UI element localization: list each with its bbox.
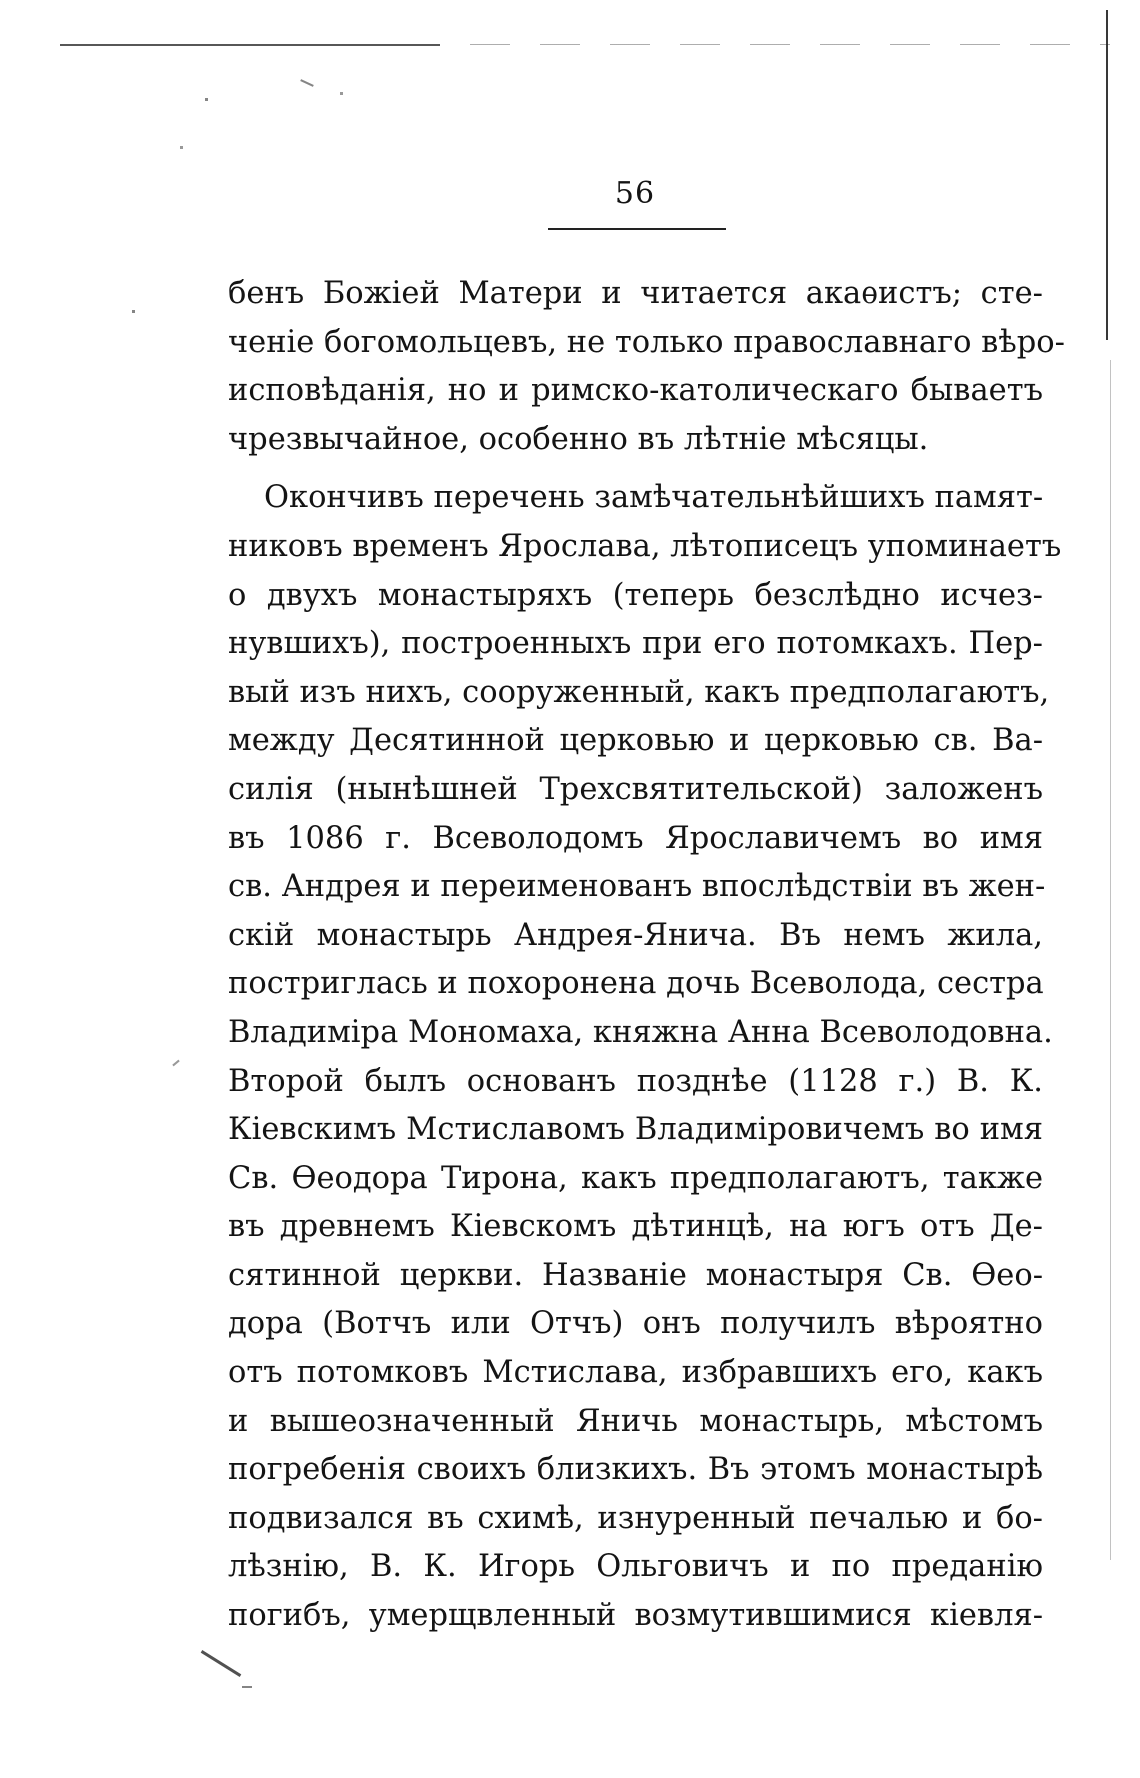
text-line: св. Андрея и переименованъ впослѣдствіи въ жен-	[228, 869, 1046, 905]
text-line: между Десятинной церковью и церковью св. Ва-	[228, 723, 1043, 759]
text-line: ченіе богомольцевъ, не только православнаго вѣро-	[228, 324, 1065, 360]
text-line: бенъ Божіей Матери и читается акаѳистъ; сте-	[228, 276, 1043, 311]
page-number-rule	[548, 228, 726, 230]
text-line: никовъ временъ Ярослава, лѣтописецъ упоминаетъ	[228, 528, 1062, 564]
scan-artifact-right-edge	[1106, 10, 1108, 340]
text-line: силія (нынѣшней Трехсвятительской) заложенъ	[228, 771, 1043, 807]
text-line: чрезвычайное, особенно въ лѣтніе мѣсяцы.	[228, 421, 929, 457]
text-line: Кіевскимъ Мстиславомъ Владиміровичемъ во имя	[228, 1112, 1043, 1148]
text-line: Владиміра Мономаха, княжна Анна Всеволодовна.	[228, 1014, 1053, 1050]
scan-artifact-top-dashes	[470, 44, 1110, 45]
text-line: дора (Вотчъ или Отчъ) онъ получилъ вѣроятно	[228, 1306, 1043, 1342]
text-line: погребенія своихъ близкихъ. Въ этомъ монастырѣ	[228, 1452, 1043, 1488]
paragraph-gap	[228, 464, 1043, 474]
text-line: лѣзнію, В. К. Игорь Ольговичъ и по преданію	[228, 1549, 1043, 1585]
text-line: Второй былъ основанъ позднѣе (1128 г.) В. К.	[228, 1063, 1043, 1099]
text-line: сятинной церкви. Названіе монастыря Св. Ѳео-	[228, 1257, 1043, 1293]
text-line: погибъ, умерщвленный возмутившимися кіевля-	[228, 1598, 1043, 1634]
text-line: въ 1086 г. Всеволодомъ Ярославичемъ во имя	[228, 820, 1043, 856]
text-line: подвизался въ схимѣ, изнуренный печалью и бо-	[228, 1500, 1043, 1536]
text-line: вый изъ нихъ, сооруженный, какъ предполагаютъ,	[228, 674, 1050, 710]
paragraph-1	[228, 270, 1065, 464]
text-line: постриглась и похоронена дочь Всеволода, сестра	[228, 966, 1044, 1002]
page-number: 56	[614, 176, 656, 211]
text-line: въ древнемъ Кіевскомъ дѣтинцѣ, на югъ отъ Де-	[228, 1209, 1043, 1245]
scan-speck	[300, 79, 314, 87]
text-line: нувшихъ), построенныхъ при его потомкахъ. Пер-	[228, 626, 1043, 662]
scan-speck	[172, 1060, 179, 1067]
text-line: исповѣданія, но и римско-католическаго бываетъ	[228, 373, 1043, 409]
scan-speck	[340, 92, 343, 95]
scan-speck	[201, 1650, 242, 1677]
scan-artifact-top-rule	[60, 44, 440, 46]
text-line: Св. Ѳеодора Тирона, какъ предполагаютъ, также	[228, 1160, 1043, 1196]
text-line: отъ потомковъ Мстислава, избравшихъ его, какъ	[228, 1355, 1043, 1391]
text-line: и вышеозначенный Яничь монастырь, мѣстомъ	[228, 1403, 1043, 1439]
body-text	[228, 270, 1065, 1641]
scan-artifact-right-edge-faint	[1110, 360, 1111, 1560]
text-line: Окончивъ перечень замѣчательнѣйшихъ памят-	[264, 480, 1044, 516]
scan-speck	[180, 146, 183, 149]
scan-speck	[242, 1686, 252, 1688]
scan-speck	[205, 98, 208, 101]
scan-speck	[132, 310, 135, 313]
text-line: о двухъ монастыряхъ (теперь безслѣдно исчез-	[228, 577, 1043, 613]
paragraph-2	[228, 474, 1062, 1640]
text-line: скій монастырь Андрея-Янича. Въ немъ жила,	[228, 917, 1043, 953]
